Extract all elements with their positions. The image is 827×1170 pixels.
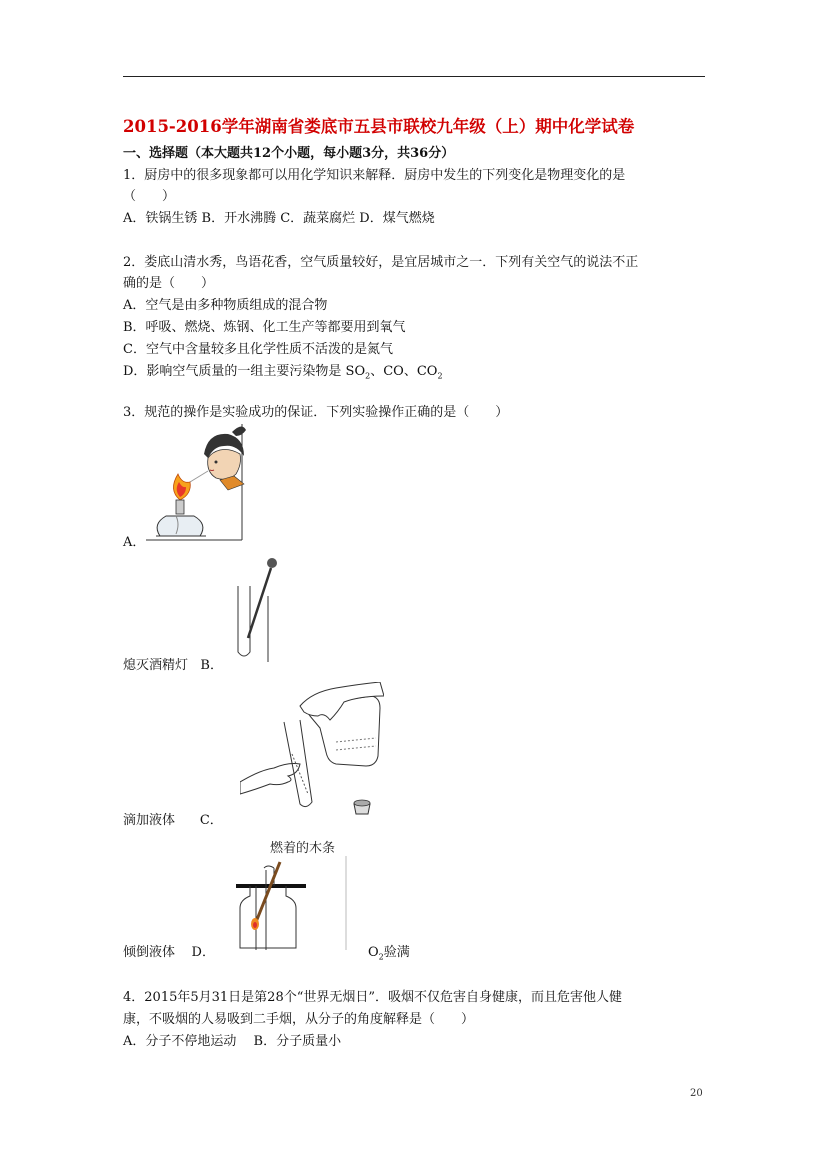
page-title: 2015-2016学年湖南省娄底市五县市联校九年级（上）期中化学试卷 bbox=[123, 117, 635, 136]
q3-option-a-label: A． bbox=[123, 535, 146, 550]
q2-stem-line2: 确的是（ ） bbox=[123, 276, 215, 291]
q3-option-a-caption: 熄灭酒精灯 B． bbox=[123, 658, 223, 673]
figure-dropper-test-tube bbox=[234, 556, 282, 662]
header-rule bbox=[123, 76, 705, 77]
page-number: 20 bbox=[690, 1088, 703, 1099]
q1-stem-line2: （ ） bbox=[123, 189, 176, 204]
figure-blow-out-lamp bbox=[146, 424, 250, 546]
figure-d-label: 燃着的木条 bbox=[270, 841, 336, 856]
figure-pouring-liquid bbox=[240, 682, 384, 816]
q1-options: A．铁锅生锈 B．开水沸腾 C．蔬菜腐烂 D．煤气燃烧 bbox=[123, 211, 435, 226]
q3-option-c-caption: 倾倒液体 D． bbox=[123, 945, 215, 960]
q2-stem-line1: 2．娄底山清水秀，鸟语花香，空气质量较好，是宜居城市之一．下列有关空气的说法不正 bbox=[123, 255, 639, 270]
q1-stem-line1: 1．厨房中的很多现象都可以用化学知识来解释．厨房中发生的下列变化是物理变化的是 bbox=[123, 168, 626, 183]
q2-option-d: D．影响空气质量的一组主要污染物是 $SO_2$、CO、$CO_2$ bbox=[123, 364, 443, 381]
section-heading: 一、选择题（本大题共12个小题，每小题3分，共36分） bbox=[123, 146, 455, 161]
q2-option-a: A．空气是由多种物质组成的混合物 bbox=[123, 298, 328, 313]
figure-gas-bottle bbox=[234, 856, 348, 952]
q2-option-c: C．空气中含量较多且化学性质不活泼的是氮气 bbox=[123, 342, 393, 357]
q3-option-b-caption: 滴加液体 C． bbox=[123, 813, 223, 828]
q2-option-b: B．呼吸、燃烧、炼钢、化工生产等都要用到氧气 bbox=[123, 320, 406, 335]
q3-option-d-caption: $O_2$验满 bbox=[368, 945, 410, 962]
q4-stem-line1: 4．2015年5月31日是第28个“世界无烟日”．吸烟不仅危害自身健康，而且危害他人健 bbox=[123, 990, 623, 1005]
q4-options: A．分子不停地运动 B．分子质量小 bbox=[123, 1034, 342, 1049]
q3-stem: 3．规范的操作是实验成功的保证．下列实验操作正确的是（ ） bbox=[123, 405, 509, 420]
q4-stem-line2: 康，不吸烟的人易吸到二手烟，从分子的角度解释是（ ） bbox=[123, 1012, 475, 1027]
